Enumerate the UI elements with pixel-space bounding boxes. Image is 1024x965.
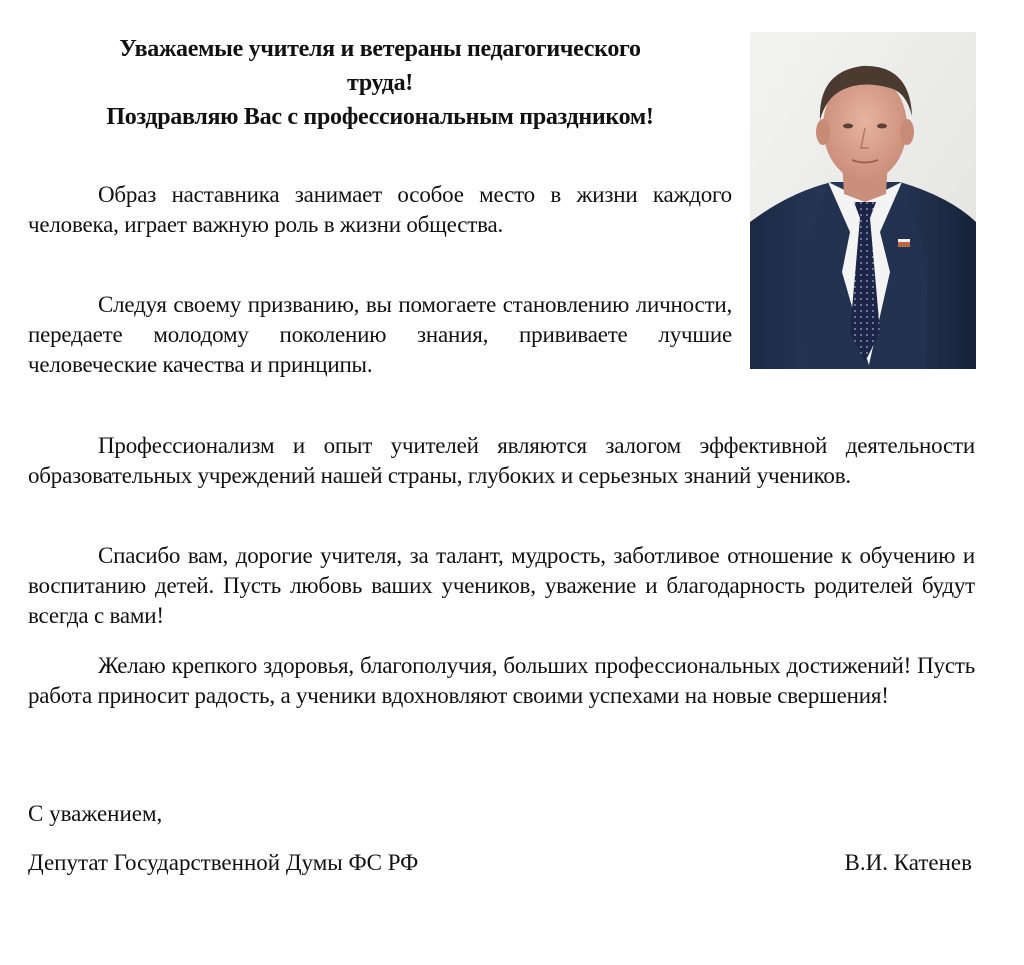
paragraph-2: Следуя своему призванию, вы помогаете становлению личности, передаете молодому поколению знания, прививаете лучшие человеческие качества и принципы.	[28, 292, 732, 377]
paragraph-3: Профессионализм и опыт учителей являются залогом эффективной деятельности образовательных учреждений нашей страны, глубоких и серьезных знаний учеников.	[28, 433, 975, 488]
portrait-photo	[750, 32, 976, 369]
closing-phrase: С уважением,	[28, 801, 163, 826]
heading-line-3: Поздравляю Вас с профессиональным праздником!	[106, 104, 654, 130]
heading-line-1: Уважаемые учителя и ветераны педагогического	[119, 36, 641, 62]
signer-position: Депутат Государственной Думы ФС РФ	[28, 850, 419, 875]
portrait-illustration	[750, 32, 976, 369]
paragraph-5: Желаю крепкого здоровья, благополучия, больших профессиональных достижений! Пусть работа приносит радость, а ученики вдохновляют своими успехами на новые свершения!	[28, 653, 975, 708]
signature-row	[28, 848, 972, 878]
letter-heading	[30, 32, 730, 134]
signer-name: В.И. Катенев	[844, 850, 972, 875]
paragraph-1: Образ наставника занимает особое место в жизни каждого человека, играет важную роль в жизни общества.	[28, 182, 732, 237]
paragraph-4: Спасибо вам, дорогие учителя, за талант, мудрость, заботливое отношение к обучению и воспитанию детей. Пусть любовь ваших учеников, уважение и благодарность родителей будут всегда с вами!	[28, 543, 975, 628]
heading-line-2: труда!	[347, 70, 413, 96]
